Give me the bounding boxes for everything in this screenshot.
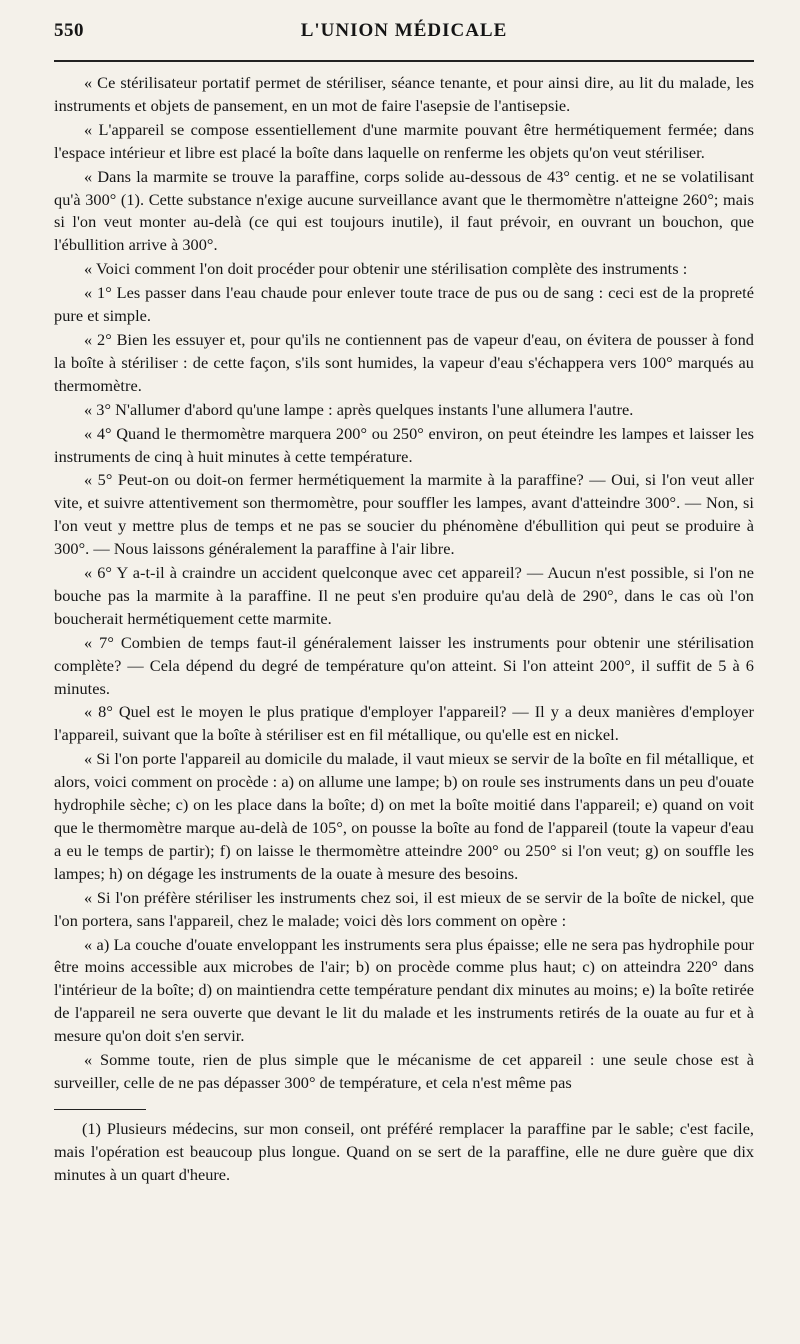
paragraph: « Somme toute, rien de plus simple que le mécanisme de cet appareil : une seule chose est à surveiller, celle de ne pas dépasser 300° de température, et cela n'est même pas (54, 1050, 754, 1092)
header-rule (54, 60, 754, 62)
paragraph: « Si l'on préfère stériliser les instruments chez soi, il est mieux de se servir de la boîte de nickel, que l'on portera, sans l'appareil, chez le malade; voici dès lors comment on opère : (54, 887, 754, 930)
paragraph: « Ce stérilisateur portatif permet de stériliser, séance tenante, et pour ainsi dire, au lit du malade, les instruments et objets de pansement, en un mot de faire l'asepsie de l'antisepsie. (54, 73, 754, 115)
paragraph: « a) La couche d'ouate enveloppant les instruments sera plus épaisse; elle ne sera pas hydrophile pour être moins accessible aux microbes de l'air; b) on procède comme plus haut; c) on atteindra 220° dans l'intérieur de la boîte; d) on maintiendra cette température pendant dix minutes au moins; e) la boîte retirée de l'appareil ne sera ouverte que devant le lit du malade et les instruments retirés de la ouate au fur et à mesure qu'on doit s'en servir. (54, 934, 754, 1046)
paragraph: « Dans la marmite se trouve la paraffine, corps solide au-dessous de 43° centig. et ne se volatilisant qu'à 300° (1). Cette substance n'exige aucune surveillance avant que le thermomètre n'atteigne 260°; mais si l'on veut monter au-delà (ce qui est toujours inutile), il faut prévoir, en ouvrant un bouchon, que l'ébullition arrive à 300°. (54, 166, 754, 255)
paragraph: « 8° Quel est le moyen le plus pratique d'employer l'appareil? — Il y a deux manières d'employer l'appareil, suivant que la boîte à stériliser est en fil métallique, ou qu'elle est en nickel. (54, 702, 754, 745)
paragraph: « 1° Les passer dans l'eau chaude pour enlever toute trace de pus ou de sang : ceci est de la propreté pure et simple. (54, 283, 754, 326)
paragraph: « Voici comment l'on doit procéder pour obtenir une stérilisation complète des instruments : (84, 259, 688, 279)
paragraph: « 4° Quand le thermomètre marquera 200° ou 250° environ, on peut éteindre les lampes et laisser les instruments de cinq à huit minutes à cette température. (54, 423, 754, 466)
footnote-rule (54, 1109, 146, 1110)
paragraph: « Si l'on porte l'appareil au domicile du malade, il vaut mieux se servir de la boîte en fil métallique, et alors, voici comment on procède : a) on allume une lampe; b) on roule ses instruments dans un peu d'ouate hydrophile sèche; c) on les place dans la boîte; d) on met la boîte moitié dans l'appareil; e) quand on voit que le thermomètre marque au-delà de 105°, on pousse la boîte au fond de l'appareil (toute la vapeur d'eau a eu le temps de partir); f) on laisse le thermomètre atteindre 200° ou 250° si l'on veut; g) on souffle les lampes; h) on dégage les instruments de la ouate à mesure des besoins. (54, 749, 754, 883)
footnote: (1) Plusieurs médecins, sur mon conseil, ont préféré remplacer la paraffine par le sable; c'est facile, mais l'opération est beaucoup plus longue. Quand on se sert de la paraffine, elle ne dure guère que dix minutes à un quart d'heure. (54, 1118, 754, 1184)
paragraph: « 5° Peut-on ou doit-on fermer hermétiquement la marmite à la paraffine? — Oui, si l'on veut aller vite, et suivre attentivement son thermomètre, pour souffler les lampes, avant d'atteindre 300°. — Non, si l'on veut y mettre plus de temps et ne pas se soucier du phénomène d'ébullition qui peut se produire à 300°. — Nous laissons généralement la paraffine à l'air libre. (54, 470, 754, 559)
paragraph: « L'appareil se compose essentiellement d'une marmite pouvant être hermétiquement fermée; dans l'espace intérieur et libre est placé la boîte dans laquelle on renferme les objets qu'on veut stériliser. (54, 119, 754, 162)
page-number: 550 (54, 20, 84, 41)
paragraph: « 6° Y a-t-il à craindre un accident quelconque avec cet appareil? — Aucun n'est possible, si l'on ne bouche pas la marmite à la paraffine. Il ne peut s'en produire qu'au delà de 290°, dans le cas où l'on boucherait hermétiquement cette marmite. (54, 563, 754, 628)
paragraph: « 3° N'allumer d'abord qu'une lampe : après quelques instants l'une allumera l'autre. (84, 399, 634, 419)
body-text (54, 72, 754, 1095)
paragraph: « 2° Bien les essuyer et, pour qu'ils ne contiennent pas de vapeur d'eau, on évitera de pousser à fond la boîte à stériliser : de cette façon, s'ils sont humides, la vapeur d'eau s'échappera vers 100° marqués au thermomètre. (54, 329, 754, 395)
footnotes (54, 1118, 754, 1187)
journal-title: L'UNION MÉDICALE (300, 20, 508, 41)
paragraph: « 7° Combien de temps faut-il généralement laisser les instruments pour obtenir une stérilisation complète? — Cela dépend du degré de température qu'on atteint. Si l'on atteint 200°, il suffit de 5 à 6 minutes. (54, 632, 754, 698)
running-header (54, 16, 754, 50)
